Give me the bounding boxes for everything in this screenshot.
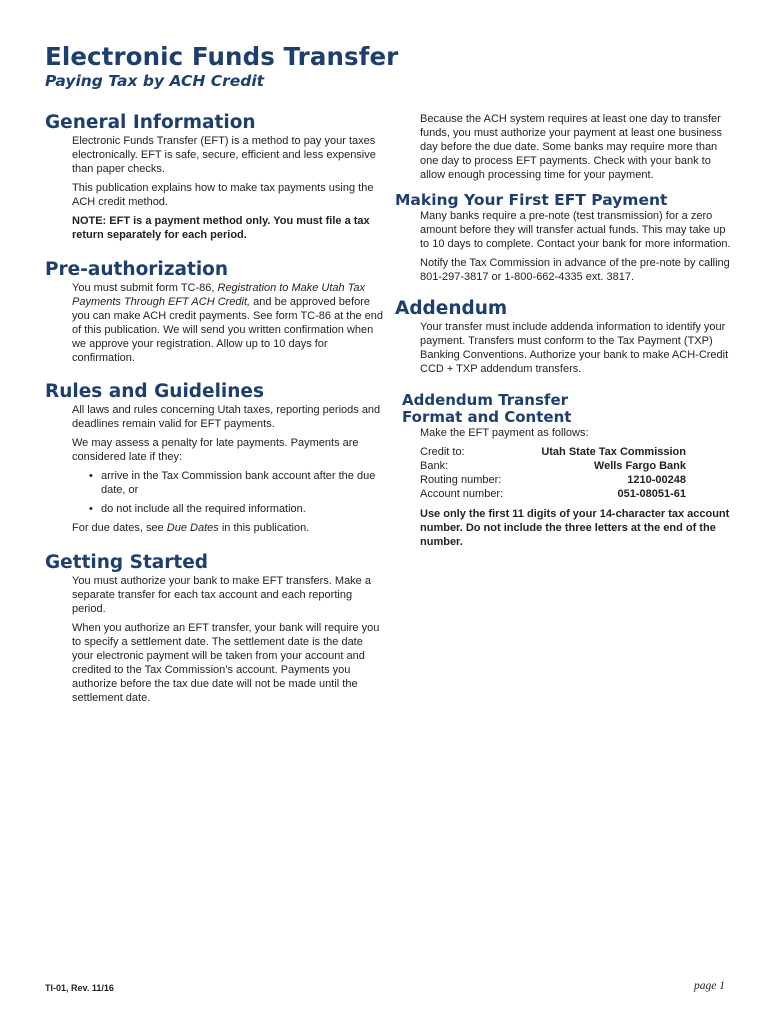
detail-value: Utah State Tax Commission: [541, 446, 686, 458]
preauth-text-after: and be approved before you can make ACH credit payments. See form TC-86 at the end of this publication. We will send you written confirmation when we approve your registration. Allow up to 10 days for confirmation.: [72, 296, 384, 364]
payment-details: [420, 445, 735, 501]
detail-row-bank: [420, 459, 686, 473]
page-number: page 1: [694, 980, 725, 992]
preauthorization-section: [45, 259, 385, 365]
detail-value: Wells Fargo Bank: [593, 460, 686, 472]
first-payment-paragraph-1: Many banks require a pre-note (test transmission) for a zero amount before they will transfer actual funds. This may take up to 10 days to complete. Contact your bank for more information.: [420, 210, 731, 250]
due-text-before: For due dates, see: [72, 522, 167, 534]
detail-label: Credit to:: [420, 446, 465, 458]
form-tc86-title: Registration to Make Utah Tax Payments Through EFT ACH Credit,: [72, 282, 366, 308]
first-payment-heading: Making Your First EFT Payment: [395, 191, 668, 209]
preauth-text-before: You must submit form TC-86,: [72, 282, 218, 294]
left-column: [45, 112, 385, 710]
addendum-section: [395, 298, 735, 376]
page-title: Electronic Funds Transfer: [45, 42, 399, 71]
detail-row-credit-to: [420, 445, 686, 459]
detail-label: Routing number:: [420, 474, 502, 486]
detail-value: 1210-00248: [627, 474, 686, 486]
late-conditions-list: [72, 469, 385, 516]
rules-heading: Rules and Guidelines: [45, 381, 264, 402]
getting-started-paragraph-2: When you authorize an EFT transfer, your bank will require you to specify a settlement date. The settlement date is the date your electronic payment will be taken from your account and credited to the Tax Commission’s account. Payments you authorize before the tax due date will not be made until the settlement date.: [72, 622, 380, 704]
detail-value: 051-08051-61: [617, 488, 686, 500]
ach-intro: [395, 112, 735, 182]
due-dates-reference: [72, 521, 385, 535]
rules-paragraph-1: All laws and rules concerning Utah taxes, reporting periods and deadlines remain valid for EFT payments.: [72, 404, 381, 430]
getting-started-paragraph-1: You must authorize your bank to make EFT transfers. Make a separate transfer for each tax account and each reporting period.: [72, 575, 371, 615]
list-item: • do not include all the required information.: [89, 502, 385, 516]
preauthorization-paragraph: [72, 281, 385, 365]
first-payment-paragraph-2: Notify the Tax Commission in advance of the pre-note by calling 801-297-3817 or 1-800-662-4335 ext. 3817.: [420, 257, 730, 283]
rules-paragraph-2: We may assess a penalty for late payments. Payments are considered late if they:: [72, 437, 359, 463]
account-number-note: Use only the first 11 digits of your 14-character tax account number. Do not include the three letters at the end of the number.: [420, 508, 730, 548]
right-column: [395, 112, 735, 554]
detail-label: Bank:: [420, 460, 449, 472]
format-section: [395, 392, 735, 549]
rules-section: [45, 381, 385, 535]
addendum-paragraph: Your transfer must include addenda information to identify your payment. Transfers must conform to the Tax Payment (TXP) Banking Conventions. Authorize your bank to make ACH-Credit CCD + TXP addendum transfers.: [420, 321, 729, 375]
due-dates-link-text: Due Dates: [166, 522, 219, 534]
general-information-section: [45, 112, 385, 242]
first-payment-section: [395, 192, 735, 284]
format-intro: Make the EFT payment as follows:: [420, 427, 589, 439]
ach-intro-paragraph: Because the ACH system requires at least one day to transfer funds, you must authorize your payment at least one business day before the due date. Some banks may require more than one day to process EFT payments. Check with your bank to allow enough processing time for your payment.: [420, 113, 723, 181]
general-note: NOTE: EFT is a payment method only. You must file a tax return separately for each period.: [72, 215, 370, 241]
page-subtitle: Paying Tax by ACH Credit: [45, 72, 265, 90]
format-heading-line-1: Addendum Transfer: [402, 391, 569, 409]
addendum-heading: Addendum: [395, 298, 508, 319]
detail-row-account-number: [420, 487, 686, 501]
preauthorization-heading: Pre-authorization: [45, 259, 229, 280]
general-paragraph-2: This publication explains how to make tax payments using the ACH credit method.: [72, 182, 374, 208]
general-paragraph-1: Electronic Funds Transfer (EFT) is a method to pay your taxes electronically. EFT is safe, secure, efficient and less expensive than paper checks.: [72, 135, 376, 175]
general-information-heading: General Information: [45, 112, 256, 133]
detail-label: Account number:: [420, 488, 504, 500]
due-text-after: in this publication.: [218, 522, 310, 534]
getting-started-heading: Getting Started: [45, 552, 209, 573]
form-revision: TI-01, Rev. 11/16: [45, 983, 114, 993]
detail-row-routing-number: [420, 473, 686, 487]
getting-started-section: [45, 552, 385, 705]
format-heading-line-2: Format and Content: [402, 408, 572, 426]
list-item: • arrive in the Tax Commission bank account after the due date, or: [89, 469, 385, 497]
